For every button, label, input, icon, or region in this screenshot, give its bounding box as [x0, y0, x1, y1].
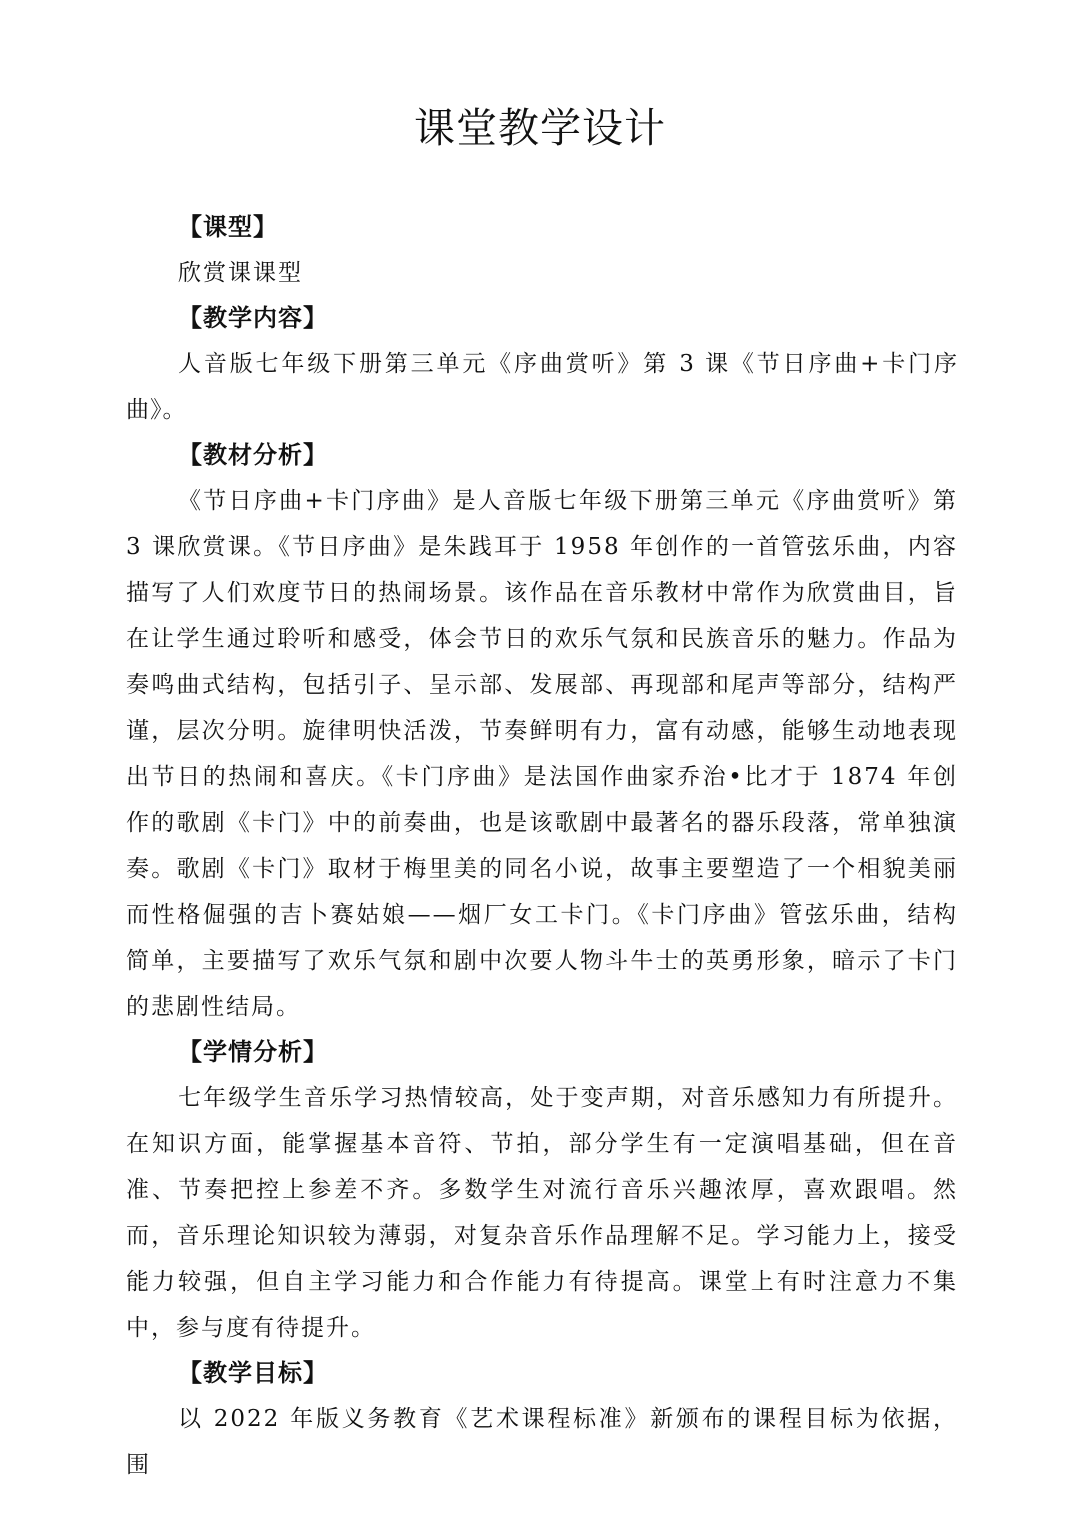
section-student-analysis [126, 1030, 958, 1351]
section-paragraph: 人音版七年级下册第三单元《序曲赏听》第 3 课《节日序曲+卡门序曲》。 [126, 351, 958, 423]
section-heading: 【学情分析】 [178, 1038, 328, 1066]
section-paragraph: 《节日序曲+卡门序曲》是人音版七年级下册第三单元《序曲赏听》第 3 课欣赏课。《节日序曲》是朱践耳于 1958 年创作的一首管弦乐曲，内容描写了人们欢度节日的热闹场景。该作品在音乐教材中常作为欣赏曲目，旨在让学生通过聆听和感受，体会节日的欢乐气氛和民族音乐的魅力。作品为奏鸣曲式结构，包括引子、呈示部、发展部、再现部和尾声等部分，结构严谨，层次分明。旋律明快活泼，节奏鲜明有力，富有动感，能够生动地表现出节日的热闹和喜庆。《卡门序曲》是法国作曲家乔治•比才于 1874 年创作的歌剧《卡门》中的前奏曲，也是该歌剧中最著名的器乐段落，常单独演奏。歌剧《卡门》取材于梅里美的同名小说，故事主要塑造了一个相貌美丽而性格倔强的吉卜赛姑娘——烟厂女工卡门。《卡门序曲》管弦乐曲，结构简单，主要描写了欢乐气氛和剧中次要人物斗牛士的英勇形象，暗示了卡门的悲剧性结局。 [126, 488, 958, 1020]
section-heading: 【课型】 [178, 213, 278, 241]
section-paragraph: 欣赏课课型 [178, 260, 303, 286]
section-teaching-goals [126, 1351, 958, 1488]
section-teaching-content [126, 296, 958, 433]
page-title: 课堂教学设计 [414, 104, 666, 152]
section-course-type [126, 205, 958, 296]
document-body [126, 205, 958, 1488]
section-paragraph: 七年级学生音乐学习热情较高，处于变声期，对音乐感知力有所提升。在知识方面，能掌握基本音符、节拍，部分学生有一定演唱基础，但在音准、节奏把控上参差不齐。多数学生对流行音乐兴趣浓厚，喜欢跟唱。然而，音乐理论知识较为薄弱，对复杂音乐作品理解不足。学习能力上，接受能力较强，但自主学习能力和合作能力有待提高。课堂上有时注意力不集中，参与度有待提升。 [126, 1085, 958, 1341]
section-paragraph: 以 2022 年版义务教育《艺术课程标准》新颁布的课程目标为依据，围 [126, 1406, 958, 1478]
section-material-analysis [126, 433, 958, 1030]
section-heading: 【教材分析】 [178, 441, 328, 469]
section-heading: 【教学目标】 [178, 1359, 328, 1387]
section-heading: 【教学内容】 [178, 304, 328, 332]
